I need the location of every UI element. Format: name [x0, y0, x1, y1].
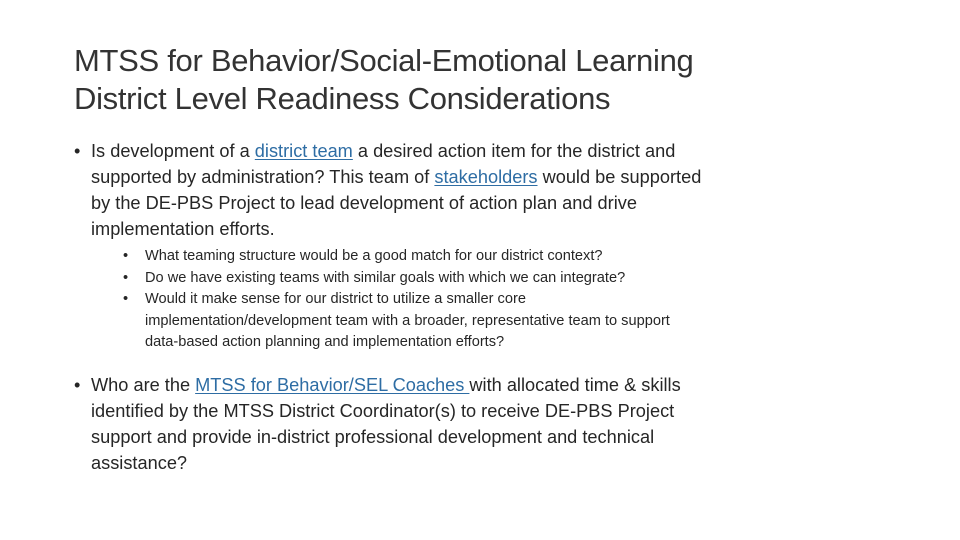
bullet-line: implementation efforts.	[91, 219, 275, 239]
text-run: a desired action item for the district and	[352, 141, 676, 161]
bullet-district-team	[74, 138, 874, 354]
title-line-2: District Level Readiness Considerations	[74, 81, 611, 116]
slide-title	[74, 42, 914, 118]
text-run: Is development of a	[91, 141, 255, 161]
text-run: Who are the	[91, 374, 196, 395]
bullet-line	[91, 372, 874, 398]
text-run: would be supported	[537, 167, 702, 187]
text-run: supported by administration? This team of	[91, 167, 435, 187]
bullet-line: support and provide in-district professional development and technical	[91, 426, 655, 447]
bullet-line: What teaming structure would be a good match for our district context?	[145, 248, 603, 264]
sub-bullet-core-team	[123, 289, 874, 354]
text-run: with allocated time & skills	[469, 374, 681, 395]
bullet-coaches	[74, 372, 874, 476]
slide-body	[74, 138, 874, 476]
bullet-line: implementation/development team with a broader, representative team to support	[145, 312, 670, 329]
bullet-marker: •	[74, 141, 81, 161]
bullet-marker: •	[123, 269, 129, 286]
sub-bullet-teaming-structure	[123, 246, 874, 268]
bullet-line: assistance?	[91, 452, 188, 473]
bullet-line: Do we have existing teams with similar goals with which we can integrate?	[145, 269, 626, 286]
coaches-link[interactable]: MTSS for Behavior/SEL Coaches	[195, 374, 470, 395]
bullet-line	[91, 138, 874, 164]
bullet-marker: •	[74, 374, 81, 395]
spacer	[74, 354, 874, 372]
bullet-line: Would it make sense for our district to utilize a smaller core	[145, 291, 526, 307]
sub-bullet-list	[123, 246, 874, 354]
bullet-line	[91, 164, 874, 190]
bullet-line: identified by the MTSS District Coordinator(s) to receive DE-PBS Project	[91, 400, 675, 421]
title-line-1: MTSS for Behavior/Social-Emotional Learning	[74, 43, 694, 78]
bullet-line: by the DE-PBS Project to lead development of action plan and drive	[91, 193, 637, 213]
sub-bullet-existing-teams	[123, 268, 874, 290]
district-team-link[interactable]: district team	[254, 141, 353, 161]
bullet-marker: •	[123, 291, 129, 307]
bullet-marker: •	[123, 248, 129, 264]
stakeholders-link[interactable]: stakeholders	[434, 167, 538, 187]
bullet-line: data-based action planning and implementation efforts?	[145, 334, 505, 350]
